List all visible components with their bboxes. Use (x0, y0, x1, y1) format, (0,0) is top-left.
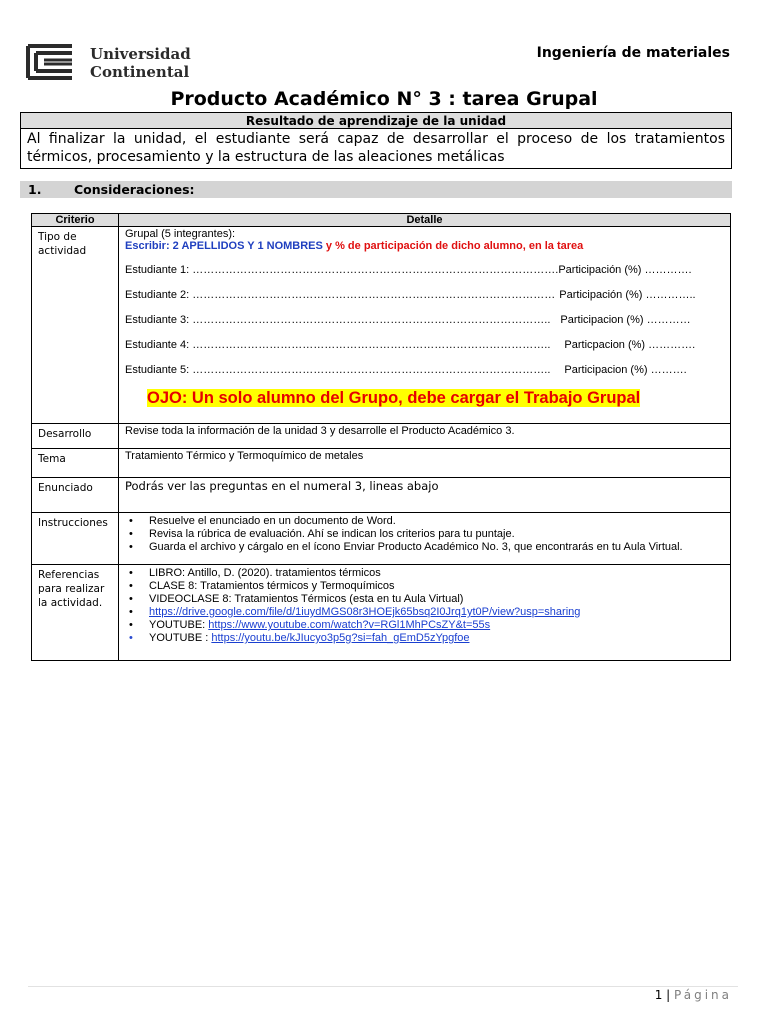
list-item (149, 606, 724, 619)
list-item (149, 619, 724, 632)
student-participation: Participación (%) ………….. (559, 289, 696, 301)
list-item: • Resuelve el enunciado en un documento de Word. (149, 515, 724, 528)
column-header-detalle: Detalle (119, 214, 731, 227)
table-row (32, 449, 731, 478)
student-label: Estudiante 1: ………………………………………………………………………………………. (125, 264, 559, 276)
detalle-instrucciones (119, 513, 731, 565)
learning-outcome-header: Resultado de aprendizaje de la unidad (21, 113, 732, 129)
student-label: Estudiante 4: …………………………………………………………………………………….. (125, 339, 551, 351)
table-row (32, 227, 731, 424)
criterio-instrucciones: Instrucciones (32, 513, 119, 565)
list-item: • CLASE 8: Tratamientos térmicos y Termoquímicos (149, 580, 724, 593)
table-row (32, 513, 731, 565)
page-header (22, 40, 742, 88)
logo-line-1: Universidad (90, 45, 191, 63)
escribir-line (125, 240, 724, 252)
learning-outcome-text: Al finalizar la unidad, el estudiante será capaz de desarrollar el proceso de los tratamientos térmicos, procesamiento y la estructura de las aleaciones metálicas (21, 129, 732, 169)
column-header-criterio: Criterio (32, 214, 119, 227)
footer-divider (28, 986, 738, 987)
student-participation: Participacion (%) ………. (564, 364, 687, 376)
list-item: • LIBRO: Antillo, D. (2020). tratamientos térmicos (149, 567, 724, 580)
university-logo (22, 40, 202, 86)
referencias-list (125, 567, 724, 645)
student-participation: Participación (%) …………. (558, 264, 692, 276)
document-title: Producto Académico N° 3 : tarea Grupal (170, 88, 598, 110)
page-number: 1 (654, 988, 663, 1002)
detalle-tipo (119, 227, 731, 424)
student-participation: Participacion (%) ………… (560, 314, 691, 326)
student-label: Estudiante 2: ……………………………………………………………………………………… (125, 289, 556, 301)
criterio-enunciado: Enunciado (32, 478, 119, 513)
page-footer (655, 988, 732, 1002)
learning-outcome-table (20, 112, 732, 169)
student-line (125, 364, 724, 382)
detalle-desarrollo: Revise toda la información de la unidad 3 y desarrolle el Producto Académico 3. (119, 424, 731, 449)
student-line (125, 314, 724, 339)
student-line (125, 339, 724, 364)
student-line (125, 289, 724, 314)
student-participation: Particpacion (%) …………. (564, 339, 696, 351)
list-item: • Revisa la rúbrica de evaluación. Ahí se indican los criterios para tu puntaje. (149, 528, 724, 541)
section-number: 1. (28, 182, 42, 197)
youtube-label: YOUTUBE: (149, 619, 209, 631)
list-item (149, 632, 724, 645)
footer-separator: | (662, 988, 675, 1002)
page-word: Página (674, 988, 732, 1002)
section-heading (20, 181, 732, 198)
logo-line-2: Continental (90, 63, 190, 81)
grupal-text: Grupal (5 integrantes): (125, 228, 236, 240)
table-row (32, 478, 731, 513)
list-item: • VIDEOCLASE 8: Tratamientos Térmicos (esta en tu Aula Virtual) (149, 593, 724, 606)
student-line (125, 264, 724, 289)
section-title: Consideraciones: (74, 182, 195, 197)
youtube-link-2[interactable]: https://youtu.be/kJIucyo3p5g?si=fah_gEmD5zYpgfoe (211, 632, 470, 644)
student-label: Estudiante 5: …………………………………………………………………………………….. (125, 364, 551, 376)
ojo-highlight: OJO: Un solo alumno del Grupo, debe cargar el Trabajo Grupal (147, 389, 641, 407)
detalle-enunciado: Podrás ver las preguntas en el numeral 3, lineas abajo (119, 478, 731, 513)
drive-link[interactable]: https://drive.google.com/file/d/1iuydMGS08r3HOEjk65bsq2I0Jrq1yt0P/view?usp=sharing (149, 606, 581, 618)
criterio-desarrollo: Desarrollo (32, 424, 119, 449)
table-row (32, 424, 731, 449)
criterio-tipo: Tipo de actividad (32, 227, 119, 424)
table-row (32, 565, 731, 661)
continental-logo-icon (22, 42, 80, 82)
criterio-referencias: Referencias para realizar la actividad. (32, 565, 119, 661)
participation-note: y % de participación de dicho alumno, en la tarea (322, 240, 584, 252)
student-label: Estudiante 3: …………………………………………………………………………………….. (125, 314, 551, 326)
youtube-link-1[interactable]: https://www.youtube.com/watch?v=RGl1MhPCsZY&t=55s (208, 619, 491, 631)
instrucciones-list (125, 515, 724, 554)
course-name: Ingeniería de materiales (536, 45, 730, 61)
list-item: • Guarda el archivo y cárgalo en el ícono Enviar Producto Académico No. 3, que encontrarás en tu Aula Virtual. (149, 541, 724, 554)
detalle-tema: Tratamiento Térmico y Termoquímico de metales (119, 449, 731, 478)
criterio-tema: Tema (32, 449, 119, 478)
detalle-referencias (119, 565, 731, 661)
youtube-label: YOUTUBE : (149, 632, 212, 644)
considerations-table (31, 213, 731, 661)
escribir-instruction: Escribir: 2 APELLIDOS Y 1 NOMBRES (125, 240, 323, 252)
ojo-warning (147, 389, 724, 407)
